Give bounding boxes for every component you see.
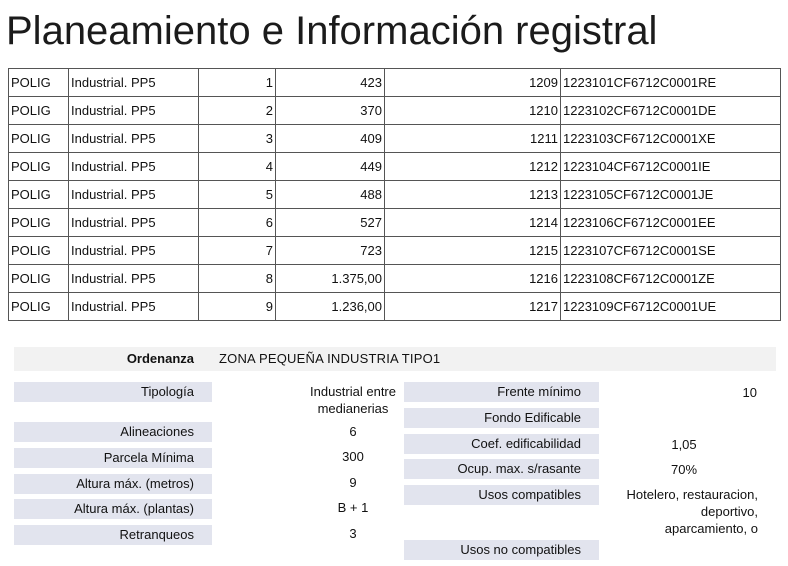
area-cell: 1.236,00 [276, 293, 385, 321]
table-row [9, 209, 781, 237]
number-cell: 1212 [385, 153, 561, 181]
number-cell: 1211 [385, 125, 561, 153]
zone-type-cell: POLIG [9, 265, 69, 293]
ocup-max-value: 70% [670, 462, 698, 477]
zone-name-cell: Industrial. PP5 [69, 125, 199, 153]
frente-minimo-value: 10 [742, 385, 757, 400]
parcel-index-cell: 6 [199, 209, 276, 237]
cadastral-ref-cell: 1223103CF6712C0001XE [561, 125, 781, 153]
area-cell: 723 [276, 237, 385, 265]
parcela-minima-label: Parcela Mínima [14, 448, 212, 468]
parcel-index-cell: 4 [199, 153, 276, 181]
zone-type-cell: POLIG [9, 181, 69, 209]
cadastral-ref-cell: 1223105CF6712C0001JE [561, 181, 781, 209]
number-cell: 1209 [385, 69, 561, 97]
usos-no-compatibles-label: Usos no compatibles [404, 540, 599, 560]
table-row [9, 293, 781, 321]
parcel-index-cell: 7 [199, 237, 276, 265]
area-cell: 1.375,00 [276, 265, 385, 293]
parcel-index-cell: 1 [199, 69, 276, 97]
zone-name-cell: Industrial. PP5 [69, 97, 199, 125]
usos-compatibles-value: Hotelero, restauracion, deportivo, aparcamiento, o [626, 487, 758, 536]
area-cell: 423 [276, 69, 385, 97]
parcel-index-cell: 5 [199, 181, 276, 209]
zone-type-cell: POLIG [9, 237, 69, 265]
cadastral-ref-cell: 1223104CF6712C0001IE [561, 153, 781, 181]
altura-metros-label: Altura máx. (metros) [14, 474, 212, 494]
coef-edificabilidad-label: Coef. edificabilidad [404, 434, 599, 454]
ordenanza-label: Ordenanza [126, 351, 194, 366]
zone-type-cell: POLIG [9, 69, 69, 97]
number-cell: 1210 [385, 97, 561, 125]
area-cell: 527 [276, 209, 385, 237]
zone-name-cell: Industrial. PP5 [69, 265, 199, 293]
table-row [9, 125, 781, 153]
parcel-index-cell: 9 [199, 293, 276, 321]
retranqueos-label: Retranqueos [14, 525, 212, 545]
number-cell: 1216 [385, 265, 561, 293]
tipologia-value: Industrial entre medianerias [310, 384, 396, 416]
registry-table [8, 68, 781, 321]
zone-type-cell: POLIG [9, 209, 69, 237]
alineaciones-label: Alineaciones [14, 422, 212, 442]
cadastral-ref-cell: 1223102CF6712C0001DE [561, 97, 781, 125]
cadastral-ref-cell: 1223106CF6712C0001EE [561, 209, 781, 237]
cadastral-ref-cell: 1223109CF6712C0001UE [561, 293, 781, 321]
altura-plantas-value: B + 1 [337, 500, 369, 515]
number-cell: 1213 [385, 181, 561, 209]
frente-minimo-label: Frente mínimo [404, 382, 599, 402]
altura-metros-value: 9 [349, 475, 357, 490]
parcel-index-cell: 8 [199, 265, 276, 293]
zone-type-cell: POLIG [9, 153, 69, 181]
registry-table-body [9, 69, 781, 321]
fondo-edificable-label: Fondo Edificable [404, 408, 599, 428]
number-cell: 1215 [385, 237, 561, 265]
parcela-minima-value: 300 [342, 449, 364, 464]
parcel-index-cell: 2 [199, 97, 276, 125]
table-row [9, 265, 781, 293]
parcel-index-cell: 3 [199, 125, 276, 153]
area-cell: 370 [276, 97, 385, 125]
zone-type-cell: POLIG [9, 125, 69, 153]
table-row [9, 97, 781, 125]
zone-name-cell: Industrial. PP5 [69, 209, 199, 237]
table-row [9, 237, 781, 265]
table-row [9, 181, 781, 209]
zone-type-cell: POLIG [9, 293, 69, 321]
cadastral-ref-cell: 1223107CF6712C0001SE [561, 237, 781, 265]
table-row [9, 153, 781, 181]
zone-name-cell: Industrial. PP5 [69, 293, 199, 321]
area-cell: 449 [276, 153, 385, 181]
page-title: Planeamiento e Información registral [6, 9, 658, 53]
tipologia-label: Tipología [14, 382, 212, 402]
alineaciones-value: 6 [349, 424, 357, 439]
area-cell: 409 [276, 125, 385, 153]
coef-edificabilidad-value: 1,05 [671, 437, 697, 452]
zone-name-cell: Industrial. PP5 [69, 69, 199, 97]
area-cell: 488 [276, 181, 385, 209]
cadastral-ref-cell: 1223108CF6712C0001ZE [561, 265, 781, 293]
retranqueos-value: 3 [349, 526, 357, 541]
ordenanza-value: ZONA PEQUEÑA INDUSTRIA TIPO1 [219, 351, 441, 366]
altura-plantas-label: Altura máx. (plantas) [14, 499, 212, 519]
usos-compatibles-label: Usos compatibles [404, 485, 599, 505]
zone-name-cell: Industrial. PP5 [69, 153, 199, 181]
zone-name-cell: Industrial. PP5 [69, 181, 199, 209]
table-row [9, 69, 781, 97]
ocup-max-label: Ocup. max. s/rasante [404, 459, 599, 479]
zone-name-cell: Industrial. PP5 [69, 237, 199, 265]
number-cell: 1214 [385, 209, 561, 237]
zone-type-cell: POLIG [9, 97, 69, 125]
number-cell: 1217 [385, 293, 561, 321]
cadastral-ref-cell: 1223101CF6712C0001RE [561, 69, 781, 97]
